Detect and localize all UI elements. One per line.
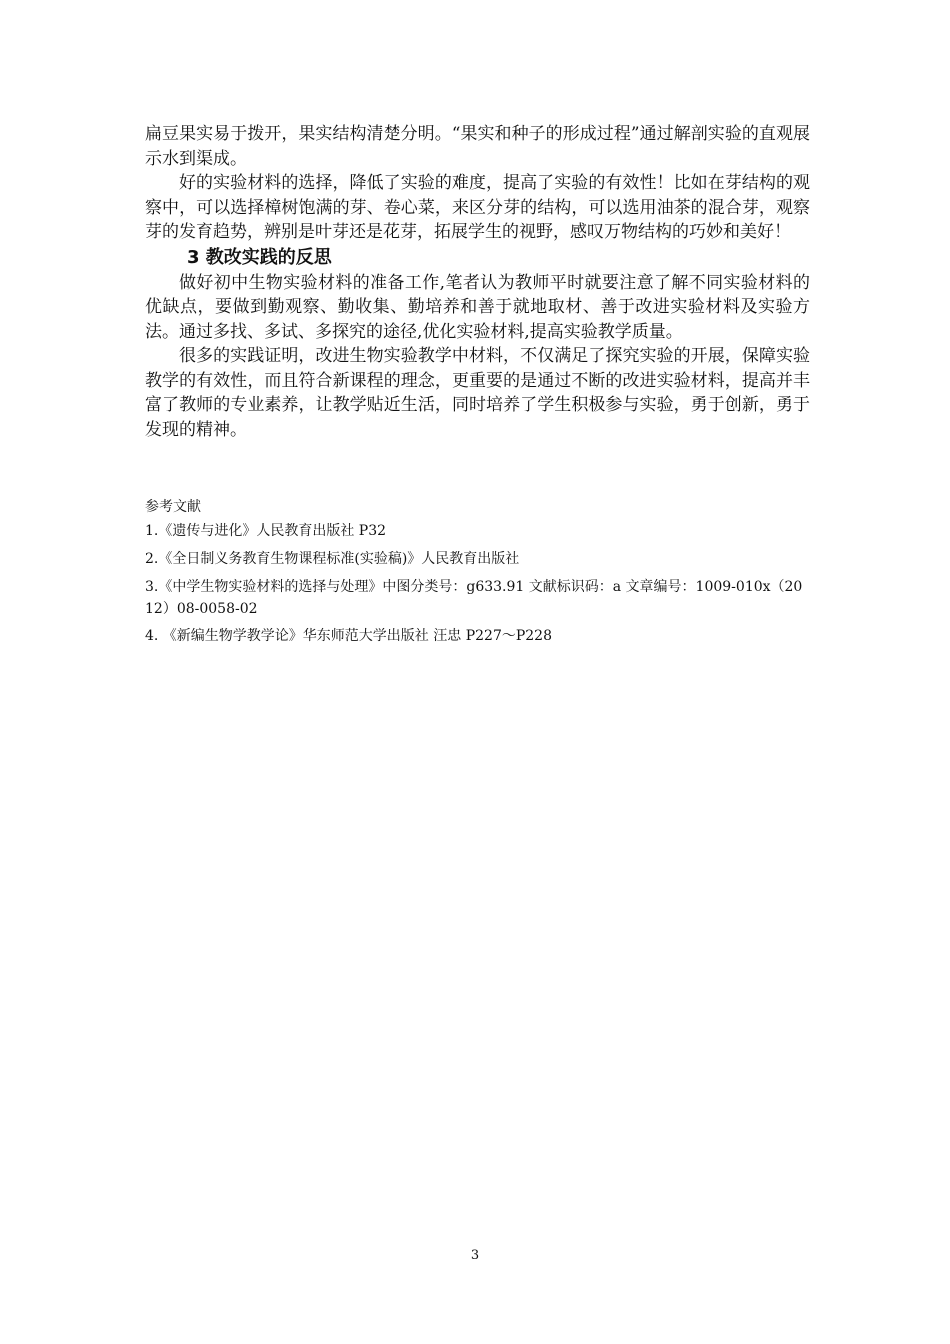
page-number: 3	[470, 1248, 480, 1263]
reference-item: 4. 《新编生物学教学论》华东师范大学出版社 汪忠 P227～P228	[145, 628, 552, 644]
document-body	[145, 122, 810, 653]
body-paragraph: 很多的实践证明，改进生物实验教学中材料，不仅满足了探究实验的开展，保障实验教学的有效性，而且符合新课程的理念，更重要的是通过不断的改进实验材料，提高并丰富了教师的专业素养，让教学贴近生活，同时培养了学生积极参与实验，勇于创新，勇于发现的精神。	[145, 346, 810, 440]
section-heading: 3 教改实践的反思	[187, 246, 332, 268]
body-paragraph: 好的实验材料的选择，降低了实验的难度，提高了实验的有效性！比如在芽结构的观察中，可以选择樟树饱满的芽、卷心菜，来区分芽的结构，可以选用油茶的混合芽，观察芽的发育趋势，辨别是叶芽还是花芽，拓展学生的视野，感叹万物结构的巧妙和美好！	[145, 173, 810, 242]
body-paragraph: 做好初中生物实验材料的准备工作,笔者认为教师平时就要注意了解不同实验材料的优缺点，要做到勤观察、勤收集、勤培养和善于就地取材、善于改进实验材料及实验方法。通过多找、多试、多探究的途径,优化实验材料,提高实验教学质量。	[145, 272, 810, 342]
references-title: 参考文献	[145, 499, 201, 515]
body-paragraph: 扁豆果实易于拨开，果实结构清楚分明。“果实和种子的形成过程”通过解剖实验的直观展示水到渠成。	[145, 124, 810, 169]
reference-item: 2.《全日制义务教育生物课程标准(实验稿)》人民教育出版社	[145, 551, 520, 567]
reference-item: 3.《中学生物实验材料的选择与处理》中图分类号：g633.91 文献标识码：a 文章编号：1009-010x（2012）08-0058-02	[145, 579, 803, 617]
reference-item: 1.《遗传与进化》人民教育出版社 P32	[145, 523, 387, 539]
references-section	[145, 496, 810, 647]
